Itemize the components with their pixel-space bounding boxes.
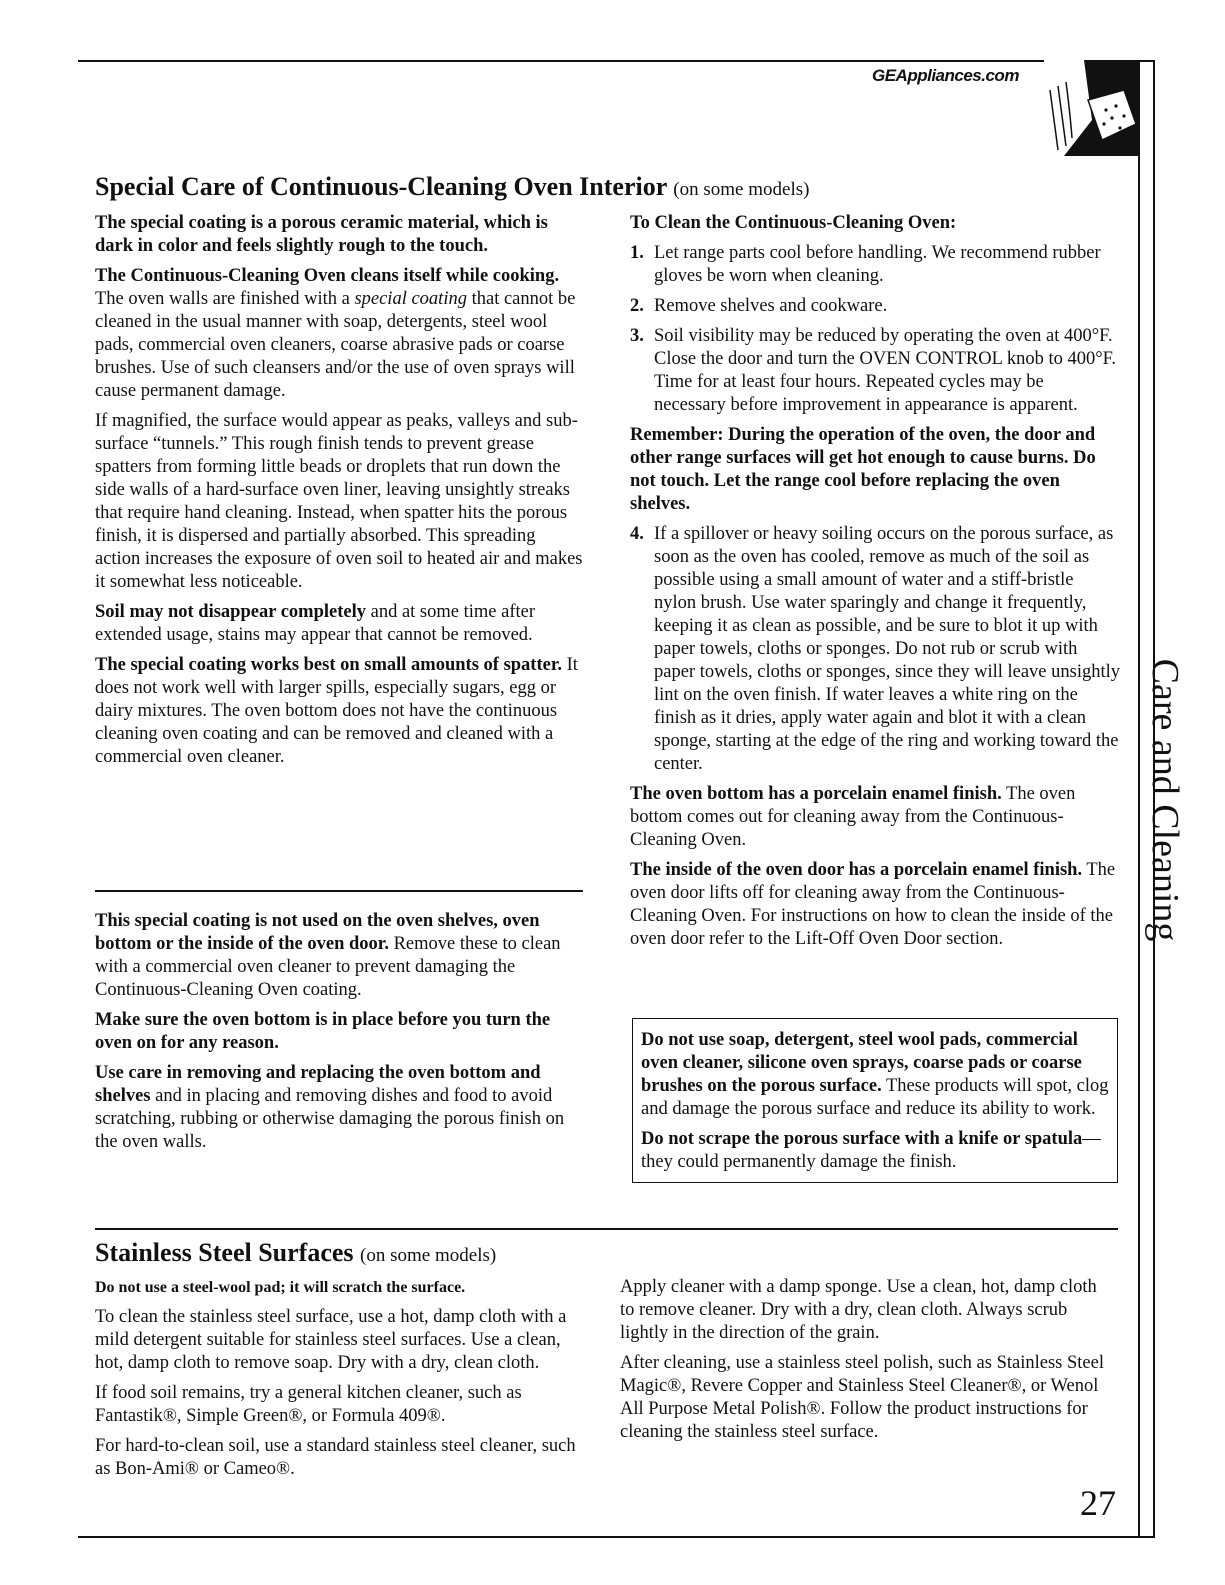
section-title-text: Special Care of Continuous-Cleaning Oven Interior (95, 172, 667, 201)
step-text: If a spillover or heavy soiling occurs on the porous surface, as soon as the oven has cooled, remove as much of the soil as possible using a small amount of water and a stiff-bristle nylon brush. Use water sparingly and change it frequently, keeping it as clean as possible, and be sure to blot it up with paper towels, cloths or sponges. Do not rub or scrub with paper towels, cloths or sponges, since they will leave unsightly lint on the oven finish. If water leaves a white ring on the finish as it dries, apply water again and blot it with a clean sponge, starting at the edge of the ring and working toward the center. (654, 524, 1121, 774)
bold-text: The oven bottom has a porcelain enamel finish. (630, 784, 1002, 804)
bold-text: Do not use a steel-wool pad; it will scratch the surface. (95, 1279, 466, 1296)
paragraph (630, 212, 1120, 235)
section1-left-column-lower (95, 910, 585, 1161)
paragraph (95, 910, 585, 1002)
top-rule (78, 60, 1154, 62)
italic-text: special coating (354, 289, 467, 309)
section1-right-column (630, 212, 1120, 958)
site-url: GEAppliances.com (872, 66, 1019, 85)
paragraph (641, 1128, 1109, 1174)
sidebar-top (1138, 60, 1155, 62)
paragraph (95, 1009, 585, 1055)
bold-text: This special coating is not used on the oven shelves, oven bottom or the inside of the oven door. (95, 911, 540, 954)
body-text: —they could permanently damage the finish. (641, 1129, 1101, 1172)
section2-left-column (95, 1276, 590, 1488)
step-number: 1. (630, 243, 644, 263)
step-number: 4. (630, 524, 644, 544)
paragraph: Apply cleaner with a damp sponge. Use a clean, hot, damp cloth to remove cleaner. Dry with a dry, clean cloth. Always scrub lightly in the direction of the grain. (620, 1277, 1097, 1343)
bold-text: The special coating works best on small amounts of spatter. (95, 655, 562, 675)
paragraph (641, 1029, 1109, 1121)
subheading: To Clean the Continuous-Cleaning Oven: (630, 213, 957, 233)
bold-text: The special coating is a porous ceramic material, which is dark in color and feels slightly rough to the touch. (95, 213, 548, 256)
list-item (630, 295, 1120, 318)
paragraph (630, 783, 1120, 852)
paragraph (95, 265, 585, 403)
paragraph: To clean the stainless steel surface, use a hot, damp cloth with a mild detergent suitable for stainless steel surfaces. Use a clean, hot, damp cloth to remove soap. Dry with a dry, clean cloth. (95, 1307, 567, 1373)
body-text: It does not work well with larger spills, especially sugars, egg or dairy mixtures. The oven bottom does not have the continuous cleaning oven coating and can be removed and cleaned with a commercial oven cleaner. (95, 655, 578, 767)
bold-text: Do not scrape the porous surface with a knife or spatula (641, 1129, 1083, 1149)
section2-right-column (620, 1276, 1115, 1451)
bold-text: Do not use soap, detergent, steel wool pads, commercial oven cleaner, silicone oven sprays, coarse pads or coarse brushes on the porous surface. (641, 1030, 1082, 1096)
list-item (630, 523, 1120, 776)
left-column-divider (95, 890, 583, 892)
cleaning-steps-continued (630, 523, 1120, 776)
section-title-continuous-cleaning (95, 172, 809, 202)
section-title-stainless-steel (95, 1238, 496, 1268)
section-title-suffix: (on some models) (360, 1245, 497, 1266)
body-text: Remove these to clean with a commercial oven cleaner to prevent damaging the Continuous-Cleaning Oven coating. (95, 934, 561, 1000)
step-text: Remove shelves and cookware. (654, 296, 888, 316)
body-text: and at some time after extended usage, stains may appear that cannot be removed. (95, 602, 536, 645)
paragraph (630, 424, 1120, 516)
warning-box (632, 1018, 1118, 1183)
bold-text: The Continuous-Cleaning Oven cleans itself while cooking. (95, 266, 560, 286)
section-divider (95, 1228, 1118, 1230)
paragraph: If food soil remains, try a general kitchen cleaner, such as Fantastik®, Simple Green®, or Formula 409®. (95, 1383, 522, 1426)
section-title-text: Stainless Steel Surfaces (95, 1238, 354, 1267)
body-text: These products will spot, clog and damage the porous surface and reduce its ability to work. (641, 1076, 1109, 1119)
paragraph: After cleaning, use a stainless steel polish, such as Stainless Steel Magic®, Revere Copper and Stainless Steel Cleaner®, or Wenol All Purpose Metal Polish®. Follow the product instructions for cleaning the stainless steel surface. (620, 1353, 1104, 1442)
paragraph (95, 1062, 585, 1154)
bold-text: Use care in removing and replacing the oven bottom and shelves (95, 1063, 541, 1106)
bottom-rule (78, 1536, 1155, 1538)
bold-text: Soil may not disappear completely (95, 602, 366, 622)
step-text: Soil visibility may be reduced by operating the oven at 400°F. Close the door and turn the OVEN CONTROL knob to 400°F. Time for at least four hours. Repeated cycles may be necessary before improvement in appearance is apparent. (654, 326, 1117, 415)
chapter-tab-label: Care and Cleaning (1144, 658, 1186, 942)
page-number: 27 (1080, 1483, 1116, 1523)
paragraph (630, 859, 1120, 951)
section-title-suffix: (on some models) (673, 179, 810, 200)
step-number: 3. (630, 326, 644, 346)
paragraph (95, 654, 585, 769)
paragraph (95, 212, 585, 258)
step-number: 2. (630, 296, 644, 316)
cleaning-sponge-icon (1044, 60, 1140, 156)
bold-text: The inside of the oven door has a porcelain enamel finish. (630, 860, 1083, 880)
paragraph (95, 601, 585, 647)
bold-text: Remember: During the operation of the oven, the door and other range surfaces will get hot enough to cause burns. Do not touch. Let the range cool before replacing the oven shelves. (630, 425, 1096, 514)
body-text: The oven door lifts off for cleaning away from the Continuous-Cleaning Oven. For instructions on how to clean the inside of the oven door refer to the Lift-Off Oven Door section. (630, 860, 1116, 949)
step-text: Let range parts cool before handling. We recommend rubber gloves be worn when cleaning. (654, 243, 1101, 286)
body-text: and in placing and removing dishes and food to avoid scratching, rubbing or otherwise damaging the porous finish on the oven walls. (95, 1086, 565, 1152)
body-text: that cannot be cleaned in the usual manner with soap, detergents, steel wool pads, commercial oven cleaners, coarse abrasive pads or coarse brushes. Use of such cleansers and/or the use of oven sprays will cause permanent damage. (95, 289, 576, 401)
list-item (630, 325, 1120, 417)
section1-left-column (95, 212, 585, 776)
cleaning-steps (630, 242, 1120, 417)
paragraph: If magnified, the surface would appear as peaks, valleys and sub-surface “tunnels.” This rough finish tends to prevent grease spatters from forming little beads or droplets that run down the side walls of a hard-surface oven liner, leaving unsightly streaks that require hand cleaning. Instead, when spatter hits the porous finish, it is dispersed and partially absorbed. This spreading action increases the exposure of oven soil to heated air and makes it somewhat less noticeable. (95, 411, 583, 592)
chapter-tab (1140, 650, 1190, 950)
list-item (630, 242, 1120, 288)
body-text: The oven bottom comes out for cleaning away from the Continuous-Cleaning Oven. (630, 784, 1076, 850)
paragraph: For hard-to-clean soil, use a standard stainless steel cleaner, such as Bon-Ami® or Cameo®. (95, 1436, 576, 1479)
bold-text: Make sure the oven bottom is in place before you turn the oven on for any reason. (95, 1010, 551, 1053)
paragraph (95, 1276, 590, 1299)
body-text: The oven walls are finished with a (95, 289, 355, 309)
